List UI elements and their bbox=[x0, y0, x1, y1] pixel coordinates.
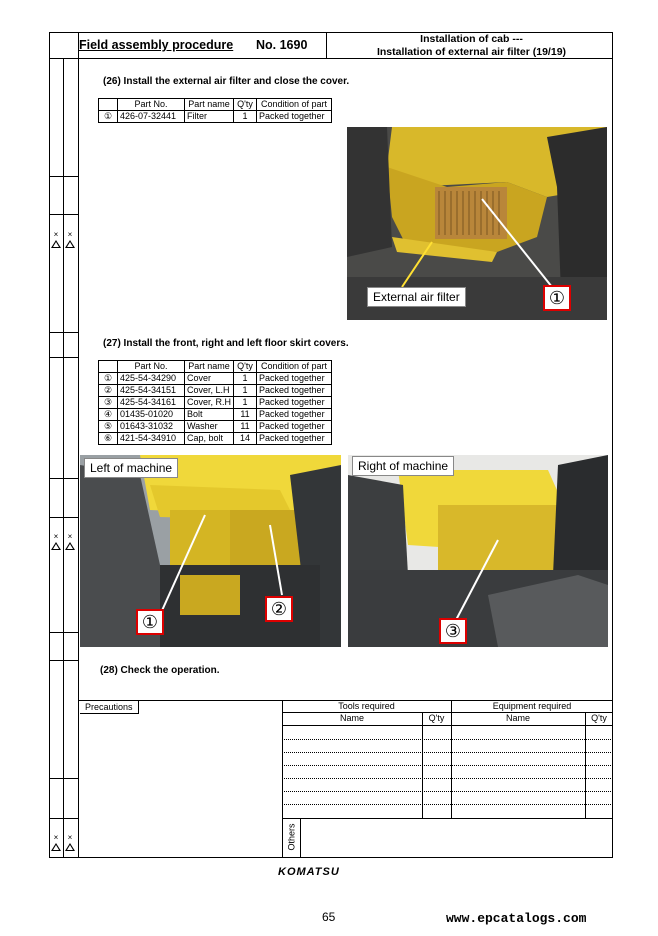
tools-name-header: Name bbox=[339, 713, 364, 723]
footer-row-line bbox=[282, 739, 613, 740]
table-cell: Cover bbox=[185, 373, 234, 385]
step-27-parts-table bbox=[98, 360, 332, 445]
table-cell: Bolt bbox=[185, 409, 234, 421]
revision-triangle-icon bbox=[51, 542, 61, 550]
footer-row-line bbox=[282, 752, 613, 753]
table-cell: 426-07-32441 bbox=[118, 111, 185, 123]
procedure-title: Field assembly procedure bbox=[79, 38, 234, 52]
margin-divider bbox=[78, 32, 79, 858]
footer-row-line bbox=[282, 791, 613, 792]
table-header-cell: Part No. bbox=[118, 99, 185, 111]
precautions-label: Precautions bbox=[80, 701, 139, 714]
revision-mark: × bbox=[50, 833, 62, 851]
left-of-machine-photo bbox=[80, 455, 341, 647]
table-header-cell: Condition of part bbox=[257, 99, 332, 111]
revision-triangle-icon bbox=[51, 240, 61, 248]
table-cell: 14 bbox=[234, 433, 257, 445]
table-cell: ① bbox=[99, 373, 118, 385]
table-cell: Packed together bbox=[257, 433, 332, 445]
margin-rule bbox=[49, 478, 78, 479]
subject-line-1: Installation of cab --- bbox=[420, 33, 523, 45]
callout-number: ① bbox=[136, 609, 164, 635]
footer-row-line bbox=[282, 804, 613, 805]
callout-number: ③ bbox=[439, 618, 467, 644]
equipment-qty-header: Q'ty bbox=[591, 713, 607, 723]
procedure-number: No. 1690 bbox=[256, 38, 308, 52]
photo-illustration bbox=[348, 455, 608, 647]
table-cell: Washer bbox=[185, 421, 234, 433]
right-of-machine-photo bbox=[348, 455, 608, 647]
photo-label: External air filter bbox=[367, 287, 466, 307]
equipment-name-header: Name bbox=[505, 713, 530, 723]
revision-triangle-icon bbox=[65, 542, 75, 550]
table-cell: 1 bbox=[234, 397, 257, 409]
table-cell: ⑥ bbox=[99, 433, 118, 445]
table-cell: ④ bbox=[99, 409, 118, 421]
step-28-heading: (28) Check the operation. bbox=[100, 665, 220, 676]
callout-number: ② bbox=[265, 596, 293, 622]
external-air-filter-photo bbox=[347, 127, 607, 320]
tools-qty-header: Q'ty bbox=[428, 713, 445, 723]
photo-illustration bbox=[80, 455, 341, 647]
table-header-cell bbox=[99, 361, 118, 373]
table-cell: 11 bbox=[234, 409, 257, 421]
table-header-cell: Part No. bbox=[118, 361, 185, 373]
table-row bbox=[99, 373, 332, 385]
revision-triangle-icon bbox=[65, 843, 75, 851]
table-header-cell: Condition of part bbox=[257, 361, 332, 373]
footer-row-line bbox=[282, 778, 613, 779]
table-cell: Packed together bbox=[257, 421, 332, 433]
table-cell: Cover, R.H bbox=[185, 397, 234, 409]
table-header-row bbox=[99, 99, 332, 111]
revision-mark: × bbox=[64, 833, 76, 851]
table-row bbox=[99, 409, 332, 421]
watermark: www.epcatalogs.com bbox=[446, 911, 587, 926]
table-cell: ① bbox=[99, 111, 118, 123]
table-row bbox=[99, 397, 332, 409]
margin-rule bbox=[49, 517, 78, 518]
table-header-cell bbox=[99, 99, 118, 111]
step-26-heading: (26) Install the external air filter and close the cover. bbox=[103, 76, 350, 87]
table-cell: Packed together bbox=[257, 373, 332, 385]
table-header-cell: Q'ty bbox=[234, 99, 257, 111]
tools-required-label: Tools required bbox=[338, 701, 395, 711]
table-cell: ② bbox=[99, 385, 118, 397]
footer-row-line bbox=[282, 765, 613, 766]
table-cell: 01643-31032 bbox=[118, 421, 185, 433]
table-cell: ③ bbox=[99, 397, 118, 409]
revision-mark: × bbox=[50, 532, 62, 550]
komatsu-logo: KOMATSU bbox=[278, 866, 340, 878]
footer-divider bbox=[282, 700, 283, 858]
table-cell: 01435-01020 bbox=[118, 409, 185, 421]
footer-divider bbox=[282, 818, 613, 819]
table-cell: 11 bbox=[234, 421, 257, 433]
table-header-row bbox=[99, 361, 332, 373]
others-label: Others bbox=[286, 823, 297, 851]
table-cell: Packed together bbox=[257, 385, 332, 397]
margin-divider bbox=[63, 58, 64, 858]
margin-rule bbox=[49, 176, 78, 177]
margin-rule bbox=[49, 660, 78, 661]
subject-line-2: Installation of external air filter (19/19) bbox=[376, 46, 567, 58]
table-cell: 421-54-34910 bbox=[118, 433, 185, 445]
table-header-cell: Part name bbox=[185, 99, 234, 111]
revision-mark: × bbox=[64, 532, 76, 550]
table-cell: Packed together bbox=[257, 111, 332, 123]
table-row bbox=[99, 111, 332, 123]
margin-rule bbox=[49, 357, 78, 358]
footer-divider bbox=[300, 818, 301, 858]
table-cell: 425-54-34290 bbox=[118, 373, 185, 385]
footer-divider bbox=[282, 725, 613, 726]
step-26-parts-table bbox=[98, 98, 332, 123]
revision-triangle-icon bbox=[65, 240, 75, 248]
callout-number: ① bbox=[543, 285, 571, 311]
table-cell: Cap, bolt bbox=[185, 433, 234, 445]
table-cell: 1 bbox=[234, 373, 257, 385]
table-header-cell: Part name bbox=[185, 361, 234, 373]
table-cell: 425-54-34151 bbox=[118, 385, 185, 397]
table-row bbox=[99, 385, 332, 397]
table-row bbox=[99, 421, 332, 433]
table-header-cell: Q'ty bbox=[234, 361, 257, 373]
revision-mark: × bbox=[64, 230, 76, 248]
margin-rule bbox=[49, 632, 78, 633]
table-cell: Packed together bbox=[257, 397, 332, 409]
table-row bbox=[99, 433, 332, 445]
photo-label: Right of machine bbox=[352, 456, 454, 476]
equipment-required-label: Equipment required bbox=[492, 701, 572, 711]
margin-rule bbox=[49, 818, 78, 819]
photo-label: Left of machine bbox=[84, 458, 178, 478]
margin-rule bbox=[49, 332, 78, 333]
table-cell: 425-54-34161 bbox=[118, 397, 185, 409]
page-number: 65 bbox=[322, 910, 336, 924]
table-cell: 1 bbox=[234, 385, 257, 397]
revision-mark: × bbox=[50, 230, 62, 248]
margin-rule bbox=[49, 214, 78, 215]
header-divider bbox=[326, 32, 327, 58]
table-cell: 1 bbox=[234, 111, 257, 123]
margin-rule bbox=[49, 778, 78, 779]
revision-triangle-icon bbox=[51, 843, 61, 851]
table-cell: ⑤ bbox=[99, 421, 118, 433]
table-cell: Packed together bbox=[257, 409, 332, 421]
step-27-heading: (27) Install the front, right and left floor skirt covers. bbox=[103, 338, 349, 349]
table-cell: Cover, L.H bbox=[185, 385, 234, 397]
table-cell: Filter bbox=[185, 111, 234, 123]
procedure-subject bbox=[330, 33, 613, 59]
